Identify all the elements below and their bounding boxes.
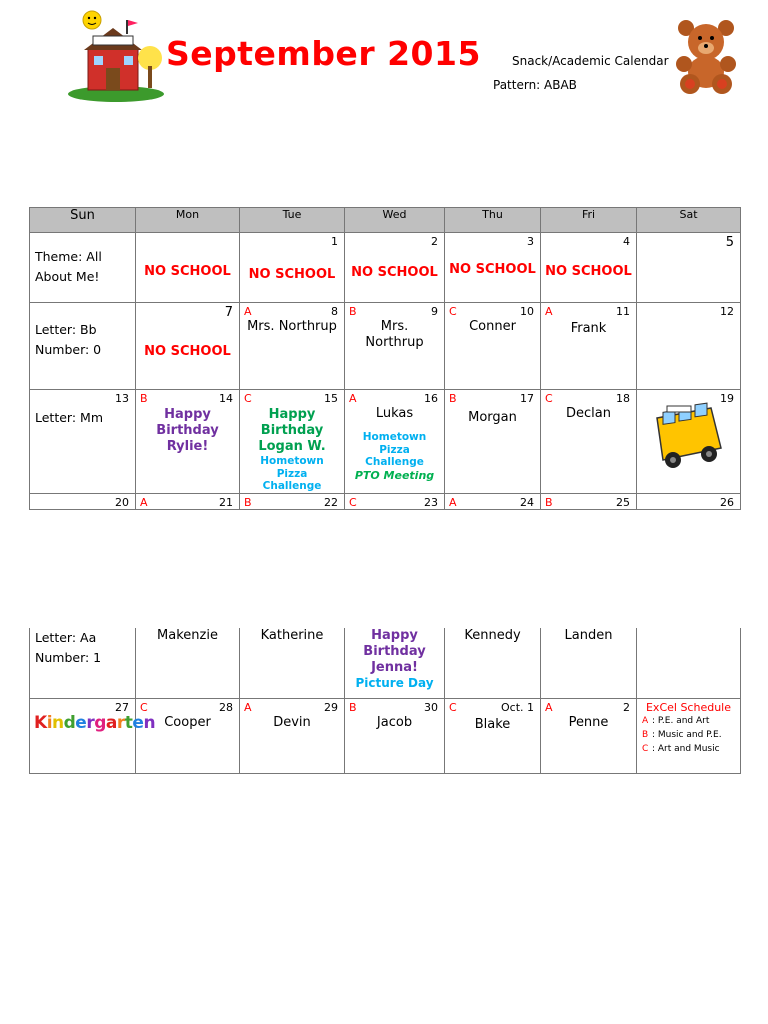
weekday-header: Fri — [541, 208, 637, 233]
day-cell — [345, 698, 445, 773]
day-cell — [345, 628, 445, 698]
date-number: 9 — [431, 305, 438, 318]
excel-legend — [637, 714, 740, 756]
day-cell — [240, 493, 345, 509]
school-bus-icon — [651, 398, 725, 470]
day-cell — [30, 628, 136, 698]
snack-name: Northrup — [365, 335, 424, 350]
schedule-code: B — [349, 700, 357, 714]
schedule-code: C — [449, 305, 457, 318]
date-number: 30 — [424, 700, 438, 714]
date-number: 2 — [431, 235, 438, 248]
week-row — [30, 493, 741, 509]
weekday-header: Sun — [30, 208, 136, 233]
date-number: 12 — [720, 305, 734, 318]
kindergarten-wordart: Kindergarten — [34, 712, 156, 733]
week-row — [30, 698, 741, 773]
schedule-code: B — [449, 392, 457, 405]
day-cell — [345, 233, 445, 303]
date-number: 18 — [616, 392, 630, 405]
legend-desc: : Art and Music — [652, 743, 720, 754]
day-cell — [637, 698, 741, 773]
schedule-code: C — [349, 495, 357, 509]
day-cell — [637, 233, 741, 303]
teddy-bear-icon — [672, 18, 740, 94]
picture-day-text: Picture Day — [355, 676, 434, 690]
no-school-label: NO SCHOOL — [545, 264, 632, 279]
day-cell — [240, 390, 345, 494]
date-number: 2 — [623, 700, 630, 714]
event-text: Pizza — [276, 467, 308, 480]
no-school-label: NO SCHOOL — [351, 265, 438, 280]
day-cell — [30, 233, 136, 303]
day-cell — [240, 628, 345, 698]
day-cell — [445, 628, 541, 698]
event-text: Pizza — [379, 443, 410, 456]
snack-name: Blake — [474, 716, 511, 732]
day-cell — [445, 233, 541, 303]
schedule-code: A — [244, 305, 252, 318]
day-cell — [345, 493, 445, 509]
schedule-code: C — [140, 700, 148, 714]
date-number: 20 — [115, 495, 129, 509]
date-number: 21 — [219, 495, 233, 509]
date-number: 5 — [725, 235, 734, 250]
date-number: 10 — [520, 305, 534, 318]
schedule-code: A — [449, 495, 457, 509]
legend-desc: : P.E. and Art — [652, 715, 710, 726]
day-cell — [240, 233, 345, 303]
no-school-label: NO SCHOOL — [248, 267, 336, 282]
day-cell — [445, 303, 541, 390]
day-cell — [637, 628, 741, 698]
birthday-text: Happy — [164, 407, 211, 422]
date-number: 28 — [219, 700, 233, 714]
date-number: 29 — [324, 700, 338, 714]
day-cell — [445, 390, 541, 494]
schedule-code: C — [244, 392, 252, 405]
date-number: 27 — [115, 700, 129, 714]
weekday-header: Wed — [345, 208, 445, 233]
schedule-code: B — [244, 495, 252, 509]
date-number: 24 — [520, 495, 534, 509]
day-cell — [541, 303, 637, 390]
day-cell — [541, 493, 637, 509]
schedule-code: A — [545, 305, 553, 318]
schedule-code: C — [449, 700, 457, 714]
weekday-header: Mon — [136, 208, 240, 233]
day-cell — [445, 698, 541, 773]
event-text: Hometown — [362, 431, 427, 443]
day-cell — [541, 233, 637, 303]
day-cell — [240, 698, 345, 773]
day-cell — [136, 303, 240, 390]
date-number: 19 — [720, 392, 734, 405]
calendar-title: September 2015 — [166, 34, 481, 73]
date-number: 15 — [324, 392, 338, 405]
day-cell — [541, 390, 637, 494]
day-cell — [30, 303, 136, 390]
legend-code: C — [642, 743, 649, 754]
date-number: 17 — [520, 392, 534, 405]
event-text: Challenge — [365, 456, 424, 468]
letter-note: Letter: Bb — [35, 322, 97, 337]
snack-name: Mrs. — [380, 319, 409, 334]
schedule-code: A — [349, 392, 357, 405]
schedule-code: B — [545, 495, 553, 509]
date-number: 22 — [324, 495, 338, 509]
date-number: 26 — [720, 495, 734, 509]
number-note: Number: 0 — [35, 342, 102, 357]
snack-name: Kennedy — [464, 628, 521, 643]
legend-code: B — [642, 729, 649, 740]
no-school-label: NO SCHOOL — [144, 344, 231, 359]
date-number: 8 — [331, 305, 338, 318]
schedule-code: A — [140, 495, 148, 509]
day-cell — [136, 233, 240, 303]
snack-name: Jacob — [376, 714, 413, 730]
day-cell — [541, 628, 637, 698]
snack-name: Morgan — [468, 410, 517, 425]
calendar-table-lower — [29, 628, 741, 774]
schedule-code: C — [545, 392, 553, 405]
school-clipart-icon — [66, 6, 166, 102]
schedule-code: B — [140, 392, 148, 405]
snack-name: Declan — [566, 406, 611, 421]
date-number: 14 — [219, 392, 233, 405]
snack-name: Katherine — [260, 628, 324, 643]
pattern-label: Pattern: ABAB — [493, 78, 577, 92]
number-note: Number: 1 — [35, 650, 102, 665]
snack-name: Conner — [469, 319, 516, 334]
birthday-text: Birthday — [260, 423, 324, 438]
event-text: Challenge — [262, 480, 322, 492]
date-number: 23 — [424, 495, 438, 509]
birthday-text: Birthday — [156, 423, 219, 438]
snack-name: Devin — [273, 714, 311, 730]
snack-name: Frank — [570, 321, 607, 336]
week-row — [30, 628, 741, 698]
day-cell — [345, 390, 445, 494]
weekday-header: Tue — [240, 208, 345, 233]
day-cell — [136, 698, 240, 773]
letter-note: Letter: Aa — [35, 630, 97, 645]
week-row — [30, 233, 741, 303]
day-cell — [136, 628, 240, 698]
legend-desc: : Music and P.E. — [652, 729, 722, 740]
birthday-text: Logan W. — [258, 439, 326, 454]
schedule-code: B — [349, 305, 357, 318]
snack-name: Penne — [568, 714, 609, 730]
excel-schedule-title: ExCel Schedule — [645, 700, 731, 714]
snack-name: Cooper — [164, 714, 211, 730]
date-number: 16 — [424, 392, 438, 405]
calendar-subtitle: Snack/Academic Calendar — [512, 54, 669, 68]
birthday-text: Happy — [268, 407, 316, 422]
legend-code: A — [642, 715, 649, 726]
weekday-header: Thu — [445, 208, 541, 233]
day-cell — [136, 390, 240, 494]
snack-name: Makenzie — [157, 628, 218, 643]
birthday-text: Birthday — [363, 644, 426, 659]
schedule-code: A — [244, 700, 252, 714]
snack-name: Mrs. Northrup — [247, 319, 337, 334]
birthday-text: Happy — [371, 628, 418, 643]
weekday-header: Sat — [637, 208, 741, 233]
schedule-code: A — [545, 700, 553, 714]
date-number: 11 — [616, 305, 630, 318]
theme-note: Theme: All — [35, 249, 102, 264]
day-cell — [240, 303, 345, 390]
day-cell — [30, 698, 156, 773]
day-cell — [541, 698, 637, 773]
date-number: 3 — [527, 235, 534, 248]
day-cell — [637, 390, 741, 494]
snack-name: Lukas — [375, 406, 414, 421]
calendar-table-upper — [29, 207, 741, 510]
date-number: 7 — [224, 305, 233, 320]
week-row — [30, 303, 741, 390]
snack-name: Landen — [564, 628, 613, 643]
weekday-header-row — [30, 208, 741, 233]
no-school-label: NO SCHOOL — [144, 264, 231, 279]
pto-meeting-text: PTO Meeting — [354, 468, 435, 482]
day-cell — [637, 493, 741, 509]
date-number: 4 — [623, 235, 630, 248]
date-number: 13 — [115, 392, 129, 405]
day-cell — [30, 493, 136, 509]
letter-note: Letter: Mm — [35, 410, 103, 425]
birthday-text: Rylie! — [166, 439, 209, 454]
date-number: 25 — [616, 495, 630, 509]
no-school-label: NO SCHOOL — [449, 262, 536, 277]
date-number: Oct. 1 — [500, 700, 534, 714]
day-cell — [637, 303, 741, 390]
birthday-text: Jenna! — [371, 660, 418, 675]
day-cell — [136, 493, 240, 509]
date-number: 1 — [331, 235, 338, 248]
day-cell — [345, 303, 445, 390]
event-text: Hometown — [260, 455, 324, 467]
day-cell — [30, 390, 136, 494]
theme-note: About Me! — [35, 269, 100, 284]
week-row — [30, 390, 741, 494]
day-cell — [445, 493, 541, 509]
